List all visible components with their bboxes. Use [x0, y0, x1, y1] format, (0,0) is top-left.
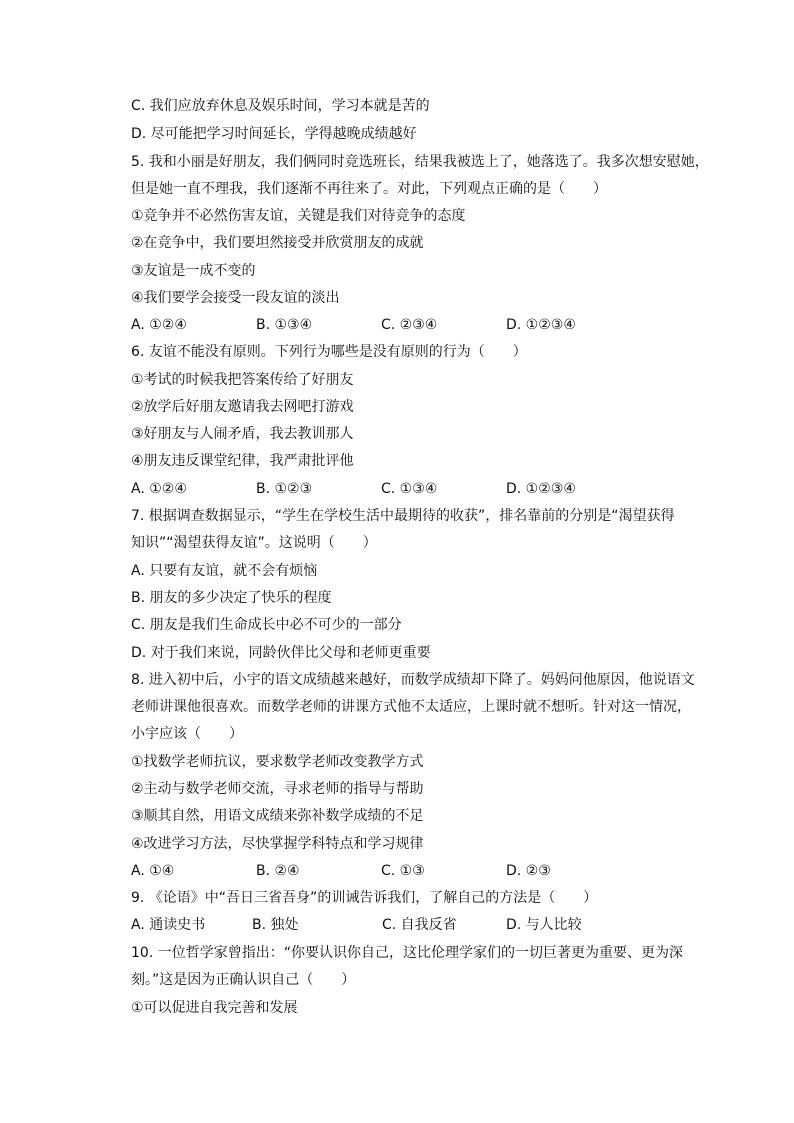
- q5-statement-3: ③友谊是一成不变的: [131, 263, 256, 279]
- q4-option-c: C. 我们应放弃休息及娱乐时间，学习本就是苦的: [131, 98, 430, 114]
- q6-option-d: D. ①②③④: [506, 481, 576, 497]
- q6-statement-1: ①考试的时候我把答案传给了好朋友: [131, 372, 354, 388]
- q10-stem-line1: 10. 一位哲学家曾指出：“你要认识你自己，这比伦理学家们的一切巨著更为重要、更为深: [131, 945, 683, 961]
- q8-stem-line3: 小宇应该（ ）: [131, 726, 243, 742]
- q5-statement-4: ④我们要学会接受一段友谊的淡出: [131, 290, 340, 306]
- q6-stem: 6. 友谊不能没有原则。下列行为哪些是没有原则的行为（ ）: [131, 344, 527, 360]
- q8-option-c: C. ①③: [381, 863, 425, 879]
- q7-option-a: A. 只要有友谊，就不会有烦恼: [131, 563, 318, 579]
- q5-option-a: A. ①②④: [131, 317, 187, 333]
- q8-stem-line1: 8. 进入初中后，小宇的语文成绩越来越好，而数学成绩却下降了。妈妈问他原因，他说语文: [131, 672, 695, 688]
- q8-stem-line2: 老师讲课他很喜欢。而数学老师的讲课方式他不太适应，上课时就不想听。针对这一情况，: [131, 699, 691, 715]
- q6-option-b: B. ①②③: [256, 481, 313, 497]
- q5-statement-1: ①竞争并不必然伤害友谊，关键是我们对待竞争的态度: [131, 208, 466, 224]
- q8-option-a: A. ①④: [131, 863, 175, 879]
- q8-statement-2: ②主动与数学老师交流，寻求老师的指导与帮助: [131, 781, 424, 797]
- q6-statement-4: ④朋友违反课堂纪律，我严肃批评他: [131, 453, 354, 469]
- q10-statement-1: ①可以促进自我完善和发展: [131, 1000, 298, 1016]
- q5-statement-2: ②在竞争中，我们要坦然接受并欣赏朋友的成就: [131, 235, 424, 251]
- q5-option-b: B. ①③④: [256, 317, 313, 333]
- q6-option-c: C. ①③④: [381, 481, 438, 497]
- q5-option-d: D. ①②③④: [506, 317, 576, 333]
- q8-statement-3: ③顺其自然，用语文成绩来弥补数学成绩的不足: [131, 808, 424, 824]
- q9-option-d: D. 与人比较: [506, 917, 582, 933]
- q9-option-c: C. 自我反省: [382, 917, 457, 933]
- q7-stem-line2: 知识”“渴望获得友谊”。这说明（ ）: [131, 535, 377, 551]
- q4-option-d: D. 尽可能把学习时间延长，学得越晚成绩越好: [131, 126, 417, 142]
- q9-option-b: B. 独处: [252, 917, 299, 933]
- q6-option-a: A. ①②④: [131, 481, 187, 497]
- q6-statement-2: ②放学后好朋友邀请我去网吧打游戏: [131, 399, 354, 415]
- q7-option-c: C. 朋友是我们生命成长中必不可少的一部分: [131, 617, 402, 633]
- q8-statement-1: ①找数学老师抗议，要求数学老师改变教学方式: [131, 754, 424, 770]
- q9-stem: 9. 《论语》中“吾日三省吾身”的训诫告诉我们，了解自己的方法是（ ）: [131, 890, 598, 906]
- q8-option-d: D. ②③: [506, 863, 551, 879]
- q8-option-b: B. ②④: [256, 863, 300, 879]
- q6-statement-3: ③好朋友与人闹矛盾，我去教训那人: [131, 426, 354, 442]
- q9-option-a: A. 通读史书: [131, 917, 206, 933]
- q8-statement-4: ④改进学习方法，尽快掌握学科特点和学习规律: [131, 836, 424, 852]
- q5-option-c: C. ②③④: [381, 317, 438, 333]
- q7-option-d: D. 对于我们来说，同龄伙伴比父母和老师更重要: [131, 645, 431, 661]
- q5-stem-line2: 但是她一直不理我，我们逐渐不再往来了。对此，下列观点正确的是（ ）: [131, 181, 607, 197]
- q7-stem-line1: 7. 根据调查数据显示，“学生在学校生活中最期待的收获”，排名靠前的分别是“渴望获得: [131, 508, 675, 524]
- q10-stem-line2: 刻。”这是因为正确认识自己（ ）: [131, 972, 356, 988]
- q7-option-b: B. 朋友的多少决定了快乐的程度: [131, 590, 332, 606]
- q5-stem-line1: 5. 我和小丽是好朋友，我们俩同时竞选班长，结果我被选上了，她落选了。我多次想安慰她，: [131, 154, 709, 170]
